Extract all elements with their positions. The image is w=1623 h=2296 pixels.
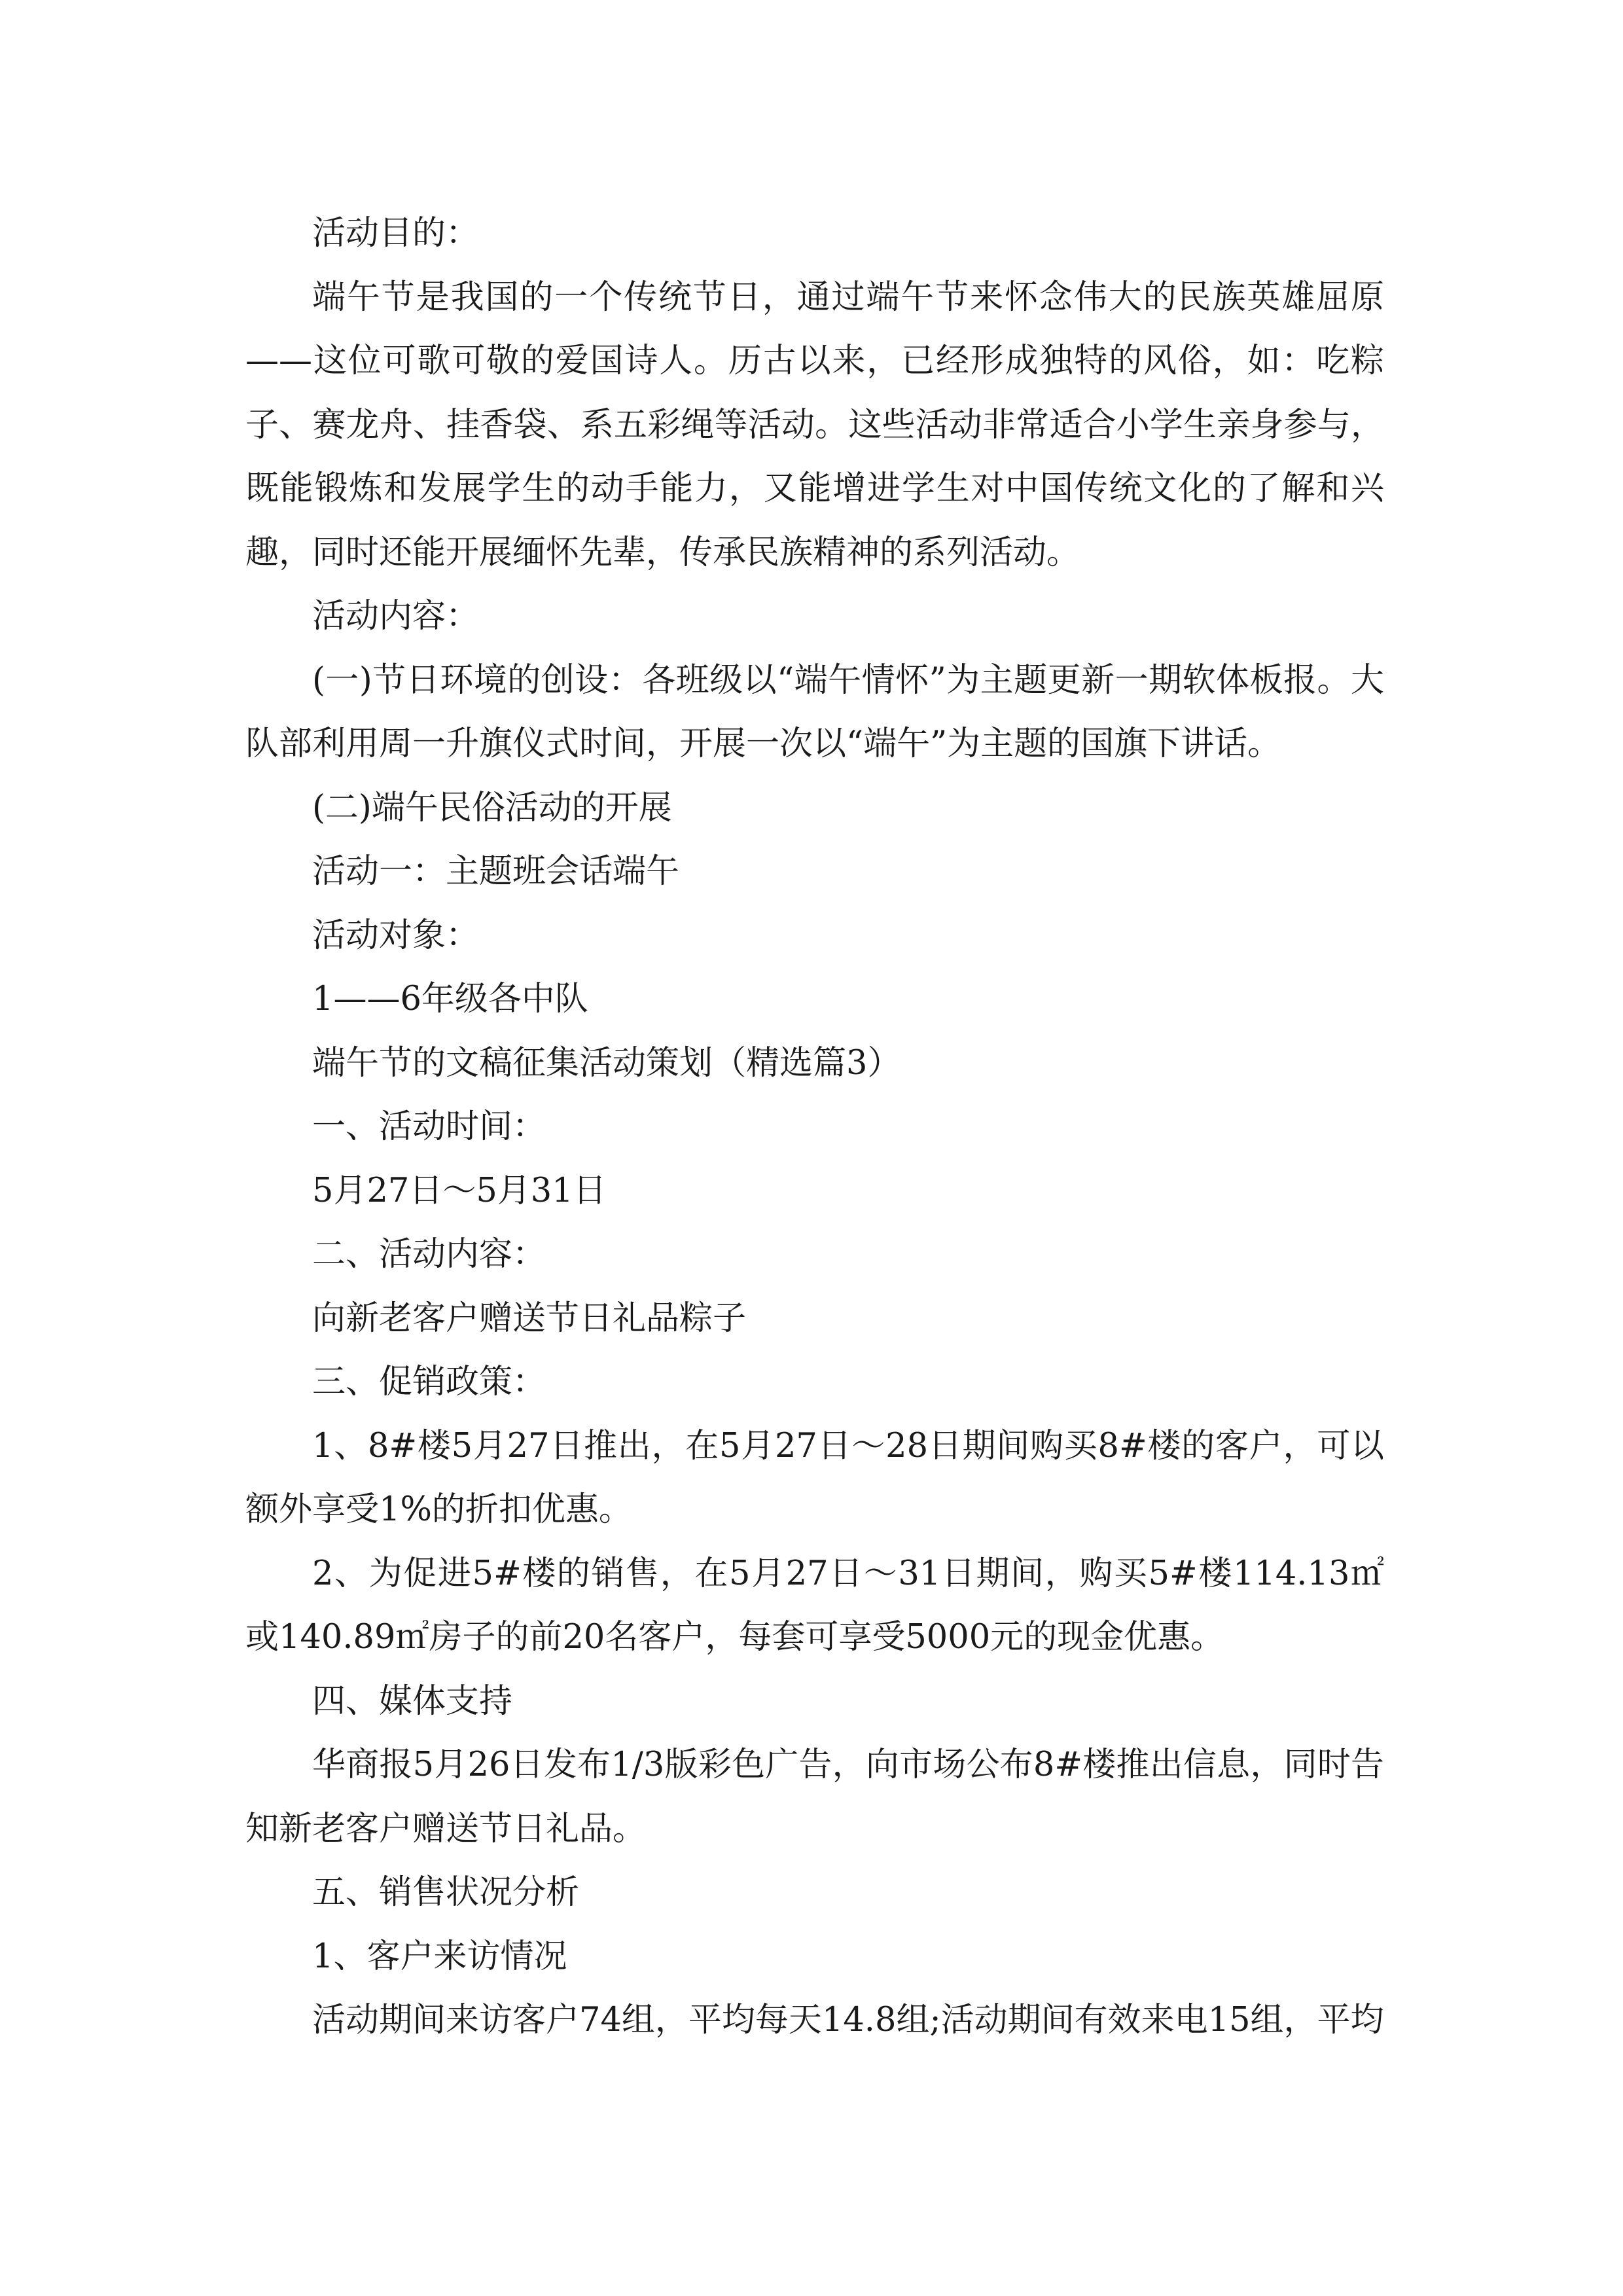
heading-content: 二、活动内容： [312, 1235, 546, 1274]
heading-sales-analysis: 五、销售状况分析 [312, 1873, 580, 1912]
paragraph-environment-setup: (一)节日环境的创设：各班级以“端午情怀”为主题更新一期软体板报。大队部利用周一升旗仪式时间，开展一次以“端午”为主题的国旗下讲话。 [245, 660, 1384, 763]
heading-folk-activities: (二)端午民俗活动的开展 [312, 788, 672, 827]
paragraph-media-text: 华商报5月26日发布1/3版彩色广告，向市场公布8#楼推出信息，同时告知新老客户赠送节日礼品。 [245, 1746, 1384, 1848]
heading-visit-situation: 1、客户来访情况 [312, 1937, 567, 1976]
heading-activity-purpose: 活动目的： [312, 214, 480, 253]
heading-activity-target: 活动对象： [312, 916, 480, 955]
section-title: 端午节的文稿征集活动策划（精选篇3） [312, 1043, 901, 1083]
heading-activity-time: 一、活动时间： [312, 1107, 546, 1146]
document-body [245, 202, 1384, 2053]
heading-media-support: 四、媒体支持 [312, 1681, 513, 1721]
heading-activity-one: 活动一：主题班会话端午 [312, 852, 680, 891]
paragraph-policy-two: 2、为促进5#楼的销售，在5月27日～31日期间，购买5#楼114.13㎡或140.89㎡房子的前20名客户，每套可享受5000元的现金优惠。 [245, 1554, 1384, 1657]
paragraph-policy-one: 1、8#楼5月27日推出，在5月27日～28日期间购买8#楼的客户，可以额外享受1%的折扣优惠。 [245, 1426, 1384, 1529]
paragraph-purpose-text: 端午节是我国的一个传统节日，通过端午节来怀念伟大的民族英雄屈原——这位可歌可敬的爱国诗人。历古以来，已经形成独特的风俗，如：吃粽子、赛龙舟、挂香袋、系五彩绳等活动。这些活动非常适合小学生亲身参与，既能锻炼和发展学生的动手能力，又能增进学生对中国传统文化的了解和兴趣，同时还能开展缅怀先辈，传承民族精神的系列活动。 [245, 278, 1384, 572]
text-grades: 1——6年级各中队 [312, 980, 588, 1018]
text-date-range: 5月27日～5月31日 [312, 1171, 607, 1210]
paragraph-visit-text: 活动期间来访客户74组，平均每天14.8组;活动期间有效来电15组，平均 [312, 2001, 1384, 2039]
heading-promotion-policy: 三、促销政策： [312, 1363, 546, 1401]
heading-activity-content: 活动内容： [312, 597, 480, 636]
text-gift: 向新老客户赠送节日礼品粽子 [312, 1299, 747, 1338]
